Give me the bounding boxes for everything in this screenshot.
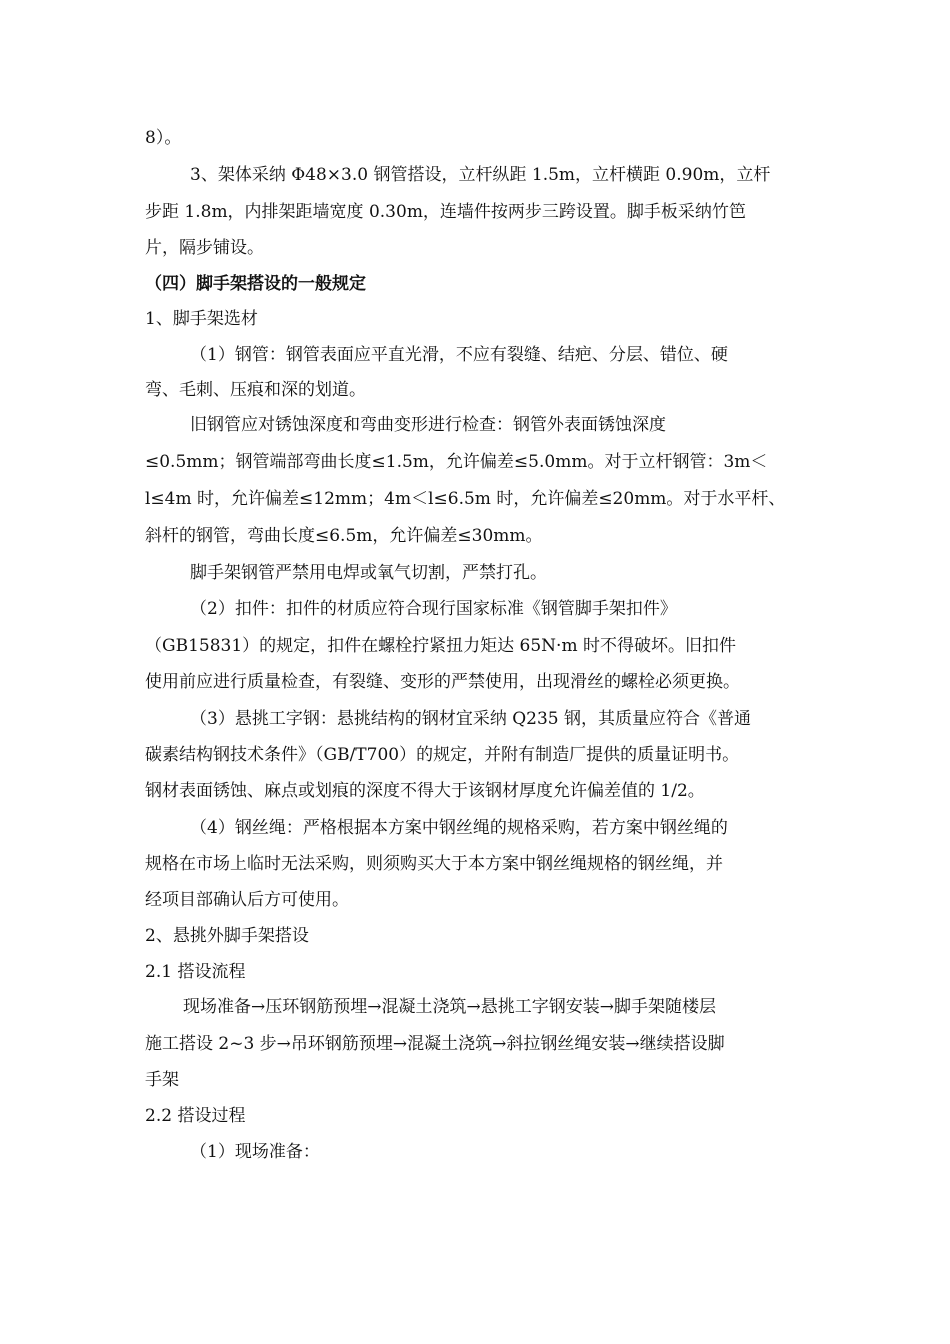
text-line: （4）钢丝绳：严格根据本方案中钢丝绳的规格采购，若方案中钢丝绳的 [190,818,728,838]
text-line: 使用前应进行质量检查，有裂缝、变形的严禁使用，出现滑丝的螺栓必须更换。 [145,672,740,692]
text-line: （3）悬挑工字钢：悬挑结构的钢材宜采纳 Q235 钢，其质量应符合《普通 [190,709,752,729]
text-line: （1）现场准备： [190,1142,320,1162]
section-heading: （四）脚手架搭设的一般规定 [145,274,366,294]
text-line: 旧钢管应对锈蚀深度和弯曲变形进行检查：钢管外表面锈蚀深度 [190,415,666,435]
text-line: 步距 1.8m，内排架距墙宽度 0.30m，连墙件按两步三跨设置。脚手板采纳竹笆 [145,202,746,222]
text-line: 8）。 [145,128,182,148]
subsection-heading: 2.2 搭设过程 [145,1106,246,1126]
text-line: 钢材表面锈蚀、麻点或划痕的深度不得大于该钢材厚度允许偏差值的 1/2。 [145,781,705,801]
text-line: 碳素结构钢技术条件》（GB/T700）的规定，并附有制造厂提供的质量证明书。 [145,745,740,765]
text-line: 3、架体采纳 Φ48×3.0 钢管搭设，立杆纵距 1.5m，立杆横距 0.90m，立杆 [190,165,771,185]
text-line: 弯、毛刺、压痕和深的划道。 [145,380,366,400]
text-line: （1）钢管：钢管表面应平直光滑，不应有裂缝、结疤、分层、错位、硬 [190,345,728,365]
text-line: 斜杆的钢管，弯曲长度≤6.5m，允许偏差≤30mm。 [145,526,543,546]
subsection-heading: 2、悬挑外脚手架搭设 [145,926,309,946]
subsection-heading: 1、脚手架选材 [145,309,258,329]
text-line: （GB15831）的规定，扣件在螺栓拧紧扭力矩达 65N·m 时不得破坏。旧扣件 [145,636,736,656]
text-line: 片，隔步铺设。 [145,238,264,258]
subsection-heading: 2.1 搭设流程 [145,962,246,982]
text-line: ≤0.5mm；钢管端部弯曲长度≤1.5m，允许偏差≤5.0mm。对于立杆钢管：3m＜ [145,452,768,472]
text-line: 现场准备→压环钢筋预埋→混凝土浇筑→悬挑工字钢安装→脚手架随楼层 [183,997,716,1017]
text-line: （2）扣件：扣件的材质应符合现行国家标准《钢管脚手架扣件》 [190,599,677,619]
text-line: 手架 [145,1070,179,1090]
text-line: 规格在市场上临时无法采购，则须购买大于本方案中钢丝绳规格的钢丝绳，并 [145,854,723,874]
text-line: 施工搭设 2~3 步→吊环钢筋预埋→混凝土浇筑→斜拉钢丝绳安装→继续搭设脚 [145,1034,725,1054]
text-line: 经项目部确认后方可使用。 [145,890,349,910]
text-line: l≤4m 时，允许偏差≤12mm；4m＜l≤6.5m 时，允许偏差≤20mm。对于水平杆、 [145,489,786,509]
text-line: 脚手架钢管严禁用电焊或氧气切割，严禁打孔。 [190,563,547,583]
